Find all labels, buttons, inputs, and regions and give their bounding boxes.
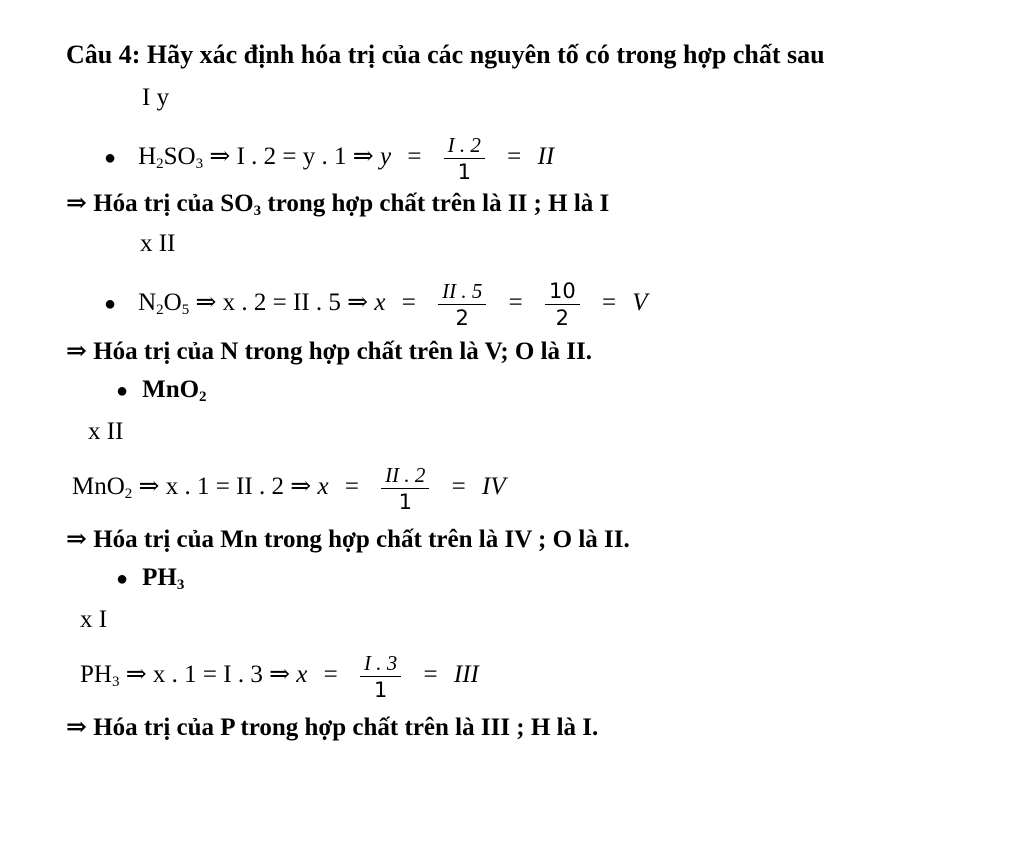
variable: x <box>296 661 308 689</box>
conclusion-1: ⇒ Hóa trị của $SO_3$ trong hợp chất trên là II ; H là I <box>66 190 610 219</box>
valence-hint-2: x II <box>140 230 176 257</box>
bullet-icon: ● <box>104 147 117 170</box>
conclusion-2: ⇒ Hóa trị của N trong hợp chất trên là V; O là II. <box>66 338 593 365</box>
bullet-heading-4: ● $PH_3$ <box>116 564 185 593</box>
equation-line-4: $PH_3$ ⇒ x . 1 = I . 3 ⇒ x = $\frac{I . 3}{1}$ = III <box>80 651 479 702</box>
expression: ⇒ I . 2 = y . 1 ⇒ <box>209 143 374 171</box>
result: III <box>453 661 479 689</box>
fraction-2: $\frac{10}{2}$ <box>545 278 580 331</box>
conclusion-3: ⇒ Hóa trị của Mn trong hợp chất trên là IV ; O là II. <box>66 526 630 553</box>
valence-hint-3: x II <box>88 418 124 445</box>
valence-hint-1: I y <box>142 84 170 111</box>
result: IV <box>482 473 506 501</box>
bullet-icon: ● <box>116 568 129 590</box>
equation-line-3: MnO$_2$ ⇒ x . 1 = II . 2 ⇒ x = $\frac{II . 2}{1}$ = IV <box>72 463 506 514</box>
equation-line-1: ● $H_2SO_3$ ⇒ I . 2 = y . 1 ⇒ y = $\frac{I . 2}{1}$ = II <box>104 133 555 184</box>
variable: x <box>374 289 386 317</box>
fraction: $\frac{I . 2}{1}$ <box>444 132 485 185</box>
question-title: Câu 4: Hãy xác định hóa trị của các nguyên tố có trong hợp chất sau <box>66 40 825 69</box>
equation-line-2: ● $N_2O_5$ ⇒ x . 2 = II . 5 ⇒ x = $\frac{II . 5}{2}$ = $\frac{10}{2}$ = V <box>104 279 648 330</box>
bullet-icon: ● <box>104 293 117 316</box>
conclusion-4: ⇒ Hóa trị của P trong hợp chất trên là III ; H là I. <box>66 714 599 741</box>
expression: ⇒ x . 1 = I . 3 ⇒ <box>125 661 291 689</box>
fraction: $\frac{II . 2}{1}$ <box>381 462 429 515</box>
fraction-1: $\frac{II . 5}{2}$ <box>438 278 486 331</box>
bullet-heading-3: ● MnO$_2$ <box>116 376 207 405</box>
expression: ⇒ x . 2 = II . 5 ⇒ <box>195 289 369 317</box>
bullet-icon: ● <box>116 380 129 402</box>
result: II <box>537 143 555 171</box>
fraction: $\frac{I . 3}{1}$ <box>360 650 401 703</box>
expression: ⇒ x . 1 = II . 2 ⇒ <box>138 473 312 501</box>
variable: x <box>317 473 329 501</box>
variable: y <box>379 143 392 171</box>
valence-hint-4: x I <box>80 606 108 633</box>
result: V <box>632 289 648 317</box>
